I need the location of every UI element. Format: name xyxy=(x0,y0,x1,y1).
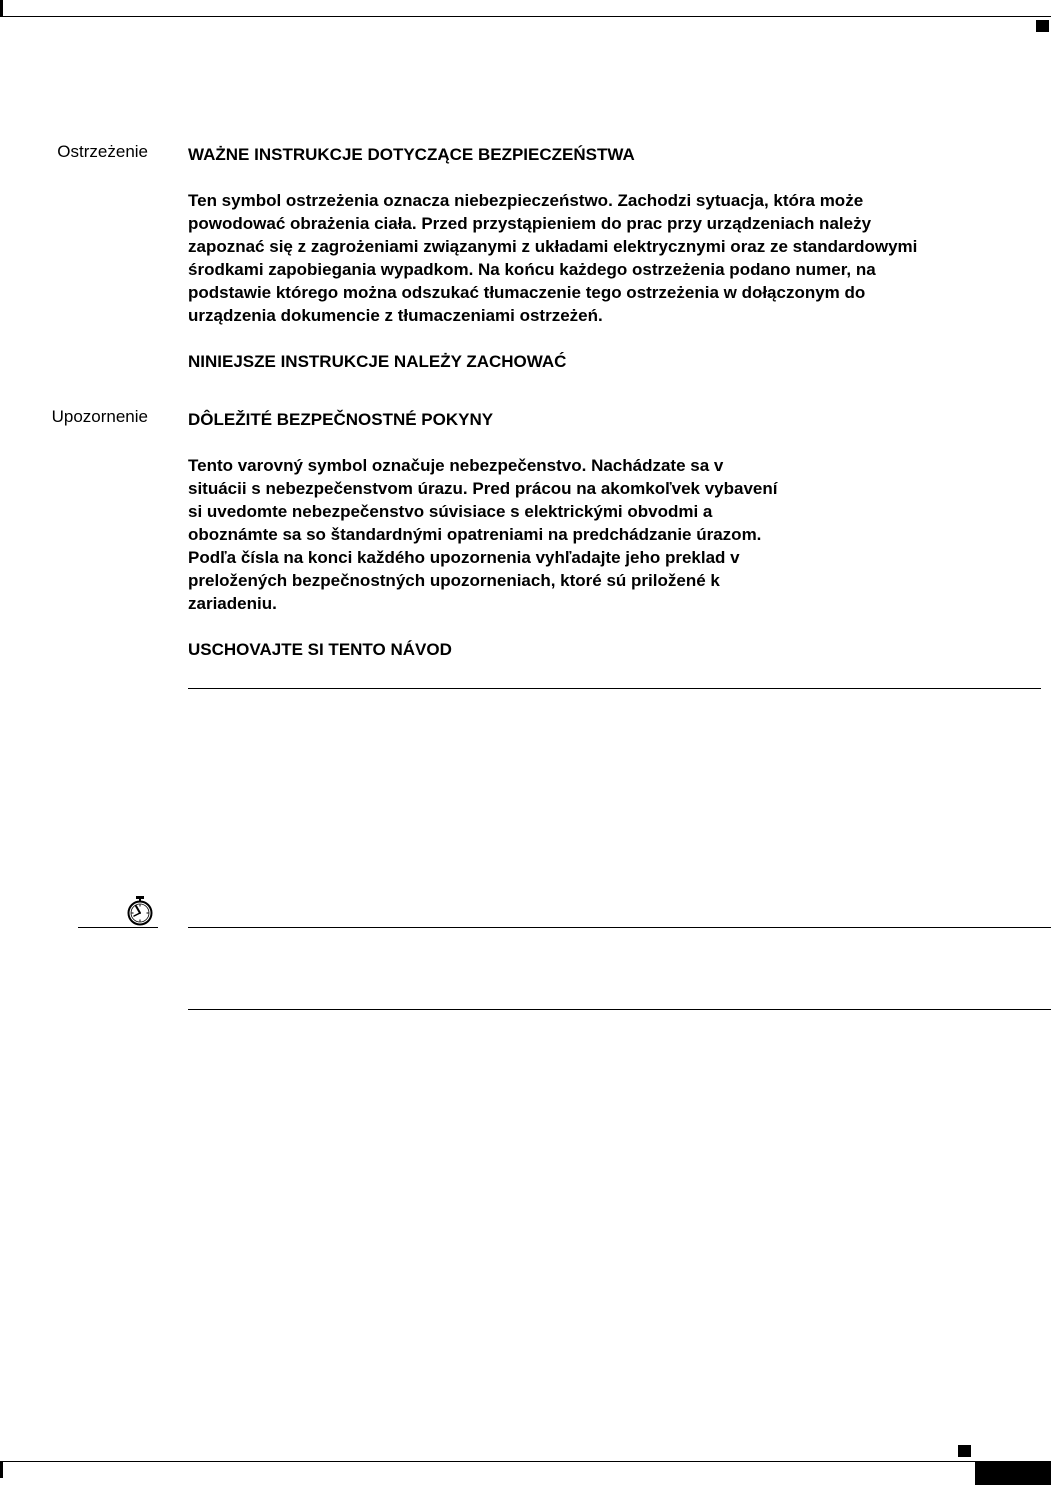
warning-body-pl xyxy=(188,189,1028,327)
warning-line-pl: Ten symbol ostrzeżenia oznacza niebezpieczeństwo. Zachodzi sytuacja, która może xyxy=(188,191,864,210)
warning-line-pl: podstawie którego można odszukać tłumaczenie tego ostrzeżenia w dołączonym do xyxy=(188,283,866,302)
warning-block-pl xyxy=(188,143,1028,373)
warning-line-sk: si uvedomte nebezpečenstvo súvisiace s elektrickými obvodmi a xyxy=(188,502,713,521)
warning-heading-pl: WAŻNE INSTRUKCJE DOTYCZĄCE BEZPIECZEŃSTWA xyxy=(188,145,635,164)
warning-line-pl: zapoznać się z zagrożeniami związanymi z układami elektrycznymi oraz ze standardowymi xyxy=(188,237,918,256)
warning-line-sk: oboznámte sa so štandardnými opatreniami na predchádzanie úrazom. xyxy=(188,525,762,544)
page-tab xyxy=(975,1462,1051,1485)
note-icon-rule xyxy=(78,927,158,928)
warning-closing-pl: NINIEJSZE INSTRUKCJE NALEŻY ZACHOWAĆ xyxy=(188,352,567,371)
warning-line-sk: preložených bezpečnostných upozorneniach, ktoré sú priložené k xyxy=(188,571,720,590)
note-bottom-rule xyxy=(188,1009,1051,1010)
warning-label-pl: Ostrzeżenie xyxy=(57,142,148,161)
header-rule xyxy=(0,16,1051,17)
warning-closing-sk: USCHOVAJTE SI TENTO NÁVOD xyxy=(188,640,452,659)
warning-label-sk: Upozornenie xyxy=(51,407,148,426)
warning-line-sk: zariadeniu. xyxy=(188,594,277,613)
corner-marker-top-right xyxy=(1036,20,1049,32)
warning-line-sk: situácii s nebezpečenstvom úrazu. Pred prácou na akomkoľvek vybavení xyxy=(188,479,778,498)
crop-mark-bottom-left xyxy=(0,1461,3,1478)
warning-line-sk: Tento varovný symbol označuje nebezpečenstvo. Nachádzate sa v xyxy=(188,456,724,475)
warning-block-sk xyxy=(188,408,888,661)
warning-line-pl: powodować obrażenia ciała. Przed przystąpieniem do prac przy urządzeniach należy xyxy=(188,214,872,233)
warning-line-pl: urządzenia dokumencie z tłumaczeniami ostrzeżeń. xyxy=(188,306,603,325)
footer-rule xyxy=(0,1461,1051,1462)
corner-marker-bottom-right xyxy=(958,1445,971,1457)
warning-line-pl: środkami zapobiegania wypadkom. Na końcu każdego ostrzeżenia podano numer, na xyxy=(188,260,876,279)
crop-mark-top-left xyxy=(0,0,3,17)
warning-body-sk xyxy=(188,454,888,615)
stopwatch-icon xyxy=(124,895,156,927)
note-top-rule xyxy=(188,927,1051,928)
section-end-rule xyxy=(188,688,1041,689)
warning-heading-sk: DÔLEŽITÉ BEZPEČNOSTNÉ POKYNY xyxy=(188,410,494,429)
warning-line-sk: Podľa čísla na konci každého upozornenia vyhľadajte jeho preklad v xyxy=(188,548,740,567)
